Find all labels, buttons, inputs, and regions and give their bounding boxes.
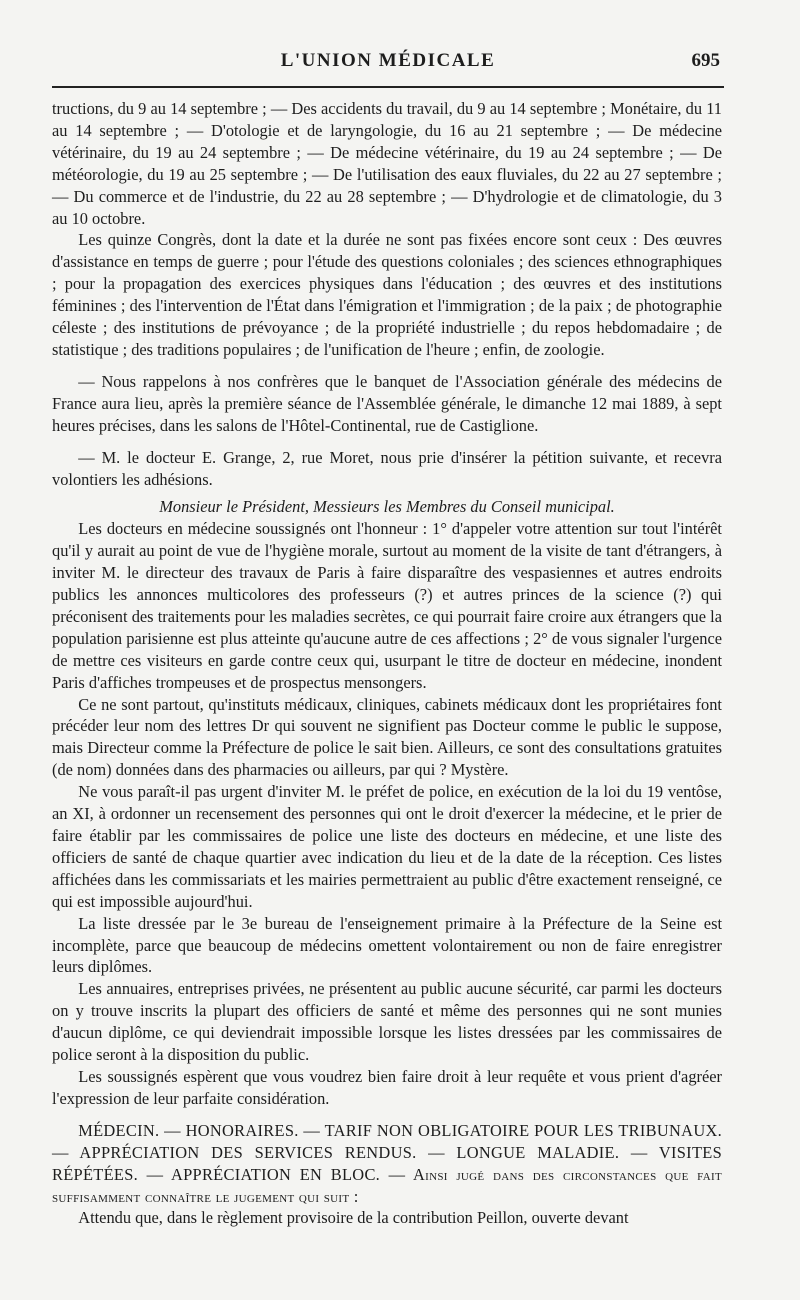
page-number: 695	[691, 50, 720, 71]
paragraph-petition-closing: Les soussignés espèrent que vous voudrez bien faire droit à leur requête et vous prient d'agréer l'expression de leur parfaite considération.	[52, 1066, 722, 1108]
paragraph-attendu: Attendu que, dans le règlement provisoire de la contribution Peillon, ouverte devant	[78, 1208, 629, 1228]
paragraph-congress-dates: tructions, du 9 au 14 septembre ; — Des accidents du travail, du 9 au 14 septembre ; Monétaire, du 11 au 14 septembre ; — D'otologie et de laryngologie, du 16 au 21 septembre ; — De médecine vétérinaire, du 19 au 24 septembre ; — De médecine vétérinaire, du 19 au 24 septembre ; — De météorologie, du 19 au 25 septembre ; — De l'utilisation des eaux fluviales, du 22 au 27 septembre ; — Du commerce et de l'industrie, du 22 au 28 septembre ; — D'hydrologie et de climatologie, du 3 au 10 octobre.	[52, 99, 722, 228]
paragraph-banquet: — Nous rappelons à nos confrères que le banquet de l'Association générale des médecins de France aura lieu, après la première séance de l'Assemblée générale, le dimanche 12 mai 1889, à sept heures précises, dans les salons de l'Hôtel-Continental, rue de Castiglione.	[52, 371, 722, 435]
paragraph-petition-1: Les docteurs en médecine soussignés ont l'honneur : 1° d'appeler votre attention sur tout l'intérêt qu'il y aurait au point de vue de l'hygiène morale, surtout au moment de la visite de tant d'étrangers, à inviter M. le directeur des travaux de Paris à faire disparaître des vespasiennes et autres endroits publics les annonces multicolores des professeurs (?) et autres princes de la science (?) qui préconisent des traitements pour les maladies secrètes, ce qui pourrait faire croire aux étrangers que la population parisienne est plus atteinte qu'aucune autre de ces affections ; 2° de vous signaler l'urgence de mettre ces visiteurs en garde contre ceux qui, usurpant le titre de docteur en médecine, inondent Paris d'affiches trompeuses et de prospectus mensongers.	[52, 519, 722, 692]
paragraph-fifteen-congresses: Les quinze Congrès, dont la date et la durée ne sont pas fixées encore sont ceux : Des œuvres d'assistance en temps de guerre ; pour l'étude des questions coloniales ; des sciences ethnographiques ; pour la propagation des exercices physiques dans l'éducation ; des œuvres et des institutions féminines ; des l'intervention de l'État dans l'émigration et l'immigration ; de la paix ; de photographie céleste ; des institutions de prévoyance ; de la propriété industrielle ; du repos hebdomadaire ; de statistique ; des traditions populaires ; de l'unification de l'heure ; enfin, de zoologie.	[52, 230, 722, 359]
paragraph-petition-3: Ne vous paraît-il pas urgent d'inviter M. le préfet de police, en exécution de la loi du 19 ventôse, an XI, à ordonner un recensement des personnes qui ont le droit d'exercer la médecine, et le prier de faire établir par les commissaires de police une liste des docteurs en médecine, et une liste des officiers de santé de chaque quartier avec indication du lieu et de la date de la réception. Ces listes affichées dans les commissariats et les mairies permettraient au public d'être exactement renseigné, ce qui est impossible aujourd'hui.	[52, 782, 722, 911]
paragraph-medecin-honoraires: MÉDECIN. — HONORAIRES. — TARIF NON OBLIGATOIRE POUR LES TRIBUNAUX. — APPRÉCIATION DES SERVICES RENDUS. — LONGUE MALADIE. — VISITES RÉPÉTÉES. — APPRÉCIATION EN BLOC. — Ainsi jugé dans des circonstances que fait suffisamment connaître le jugement qui suit :	[52, 1120, 722, 1206]
article-body	[52, 98, 722, 1229]
header-rule	[52, 86, 724, 88]
paragraph-grange-petition-intro: — M. le docteur E. Grange, 2, rue Moret, nous prie d'insérer la pétition suivante, et recevra volontiers les adhésions.	[52, 447, 722, 489]
petition-salutation: Monsieur le Président, Messieurs les Membres du Conseil municipal.	[159, 497, 615, 517]
journal-title: L'UNION MÉDICALE	[280, 50, 496, 71]
paragraph-petition-4: La liste dressée par le 3e bureau de l'enseignement primaire à la Préfecture de la Seine est incomplète, parce que beaucoup de médecins omettent volontairement ou non de faire enregistrer leurs diplômes.	[52, 913, 722, 977]
paragraph-petition-5: Les annuaires, entreprises privées, ne présentent au public aucune sécurité, car parmi les docteurs on y trouve inscrits la plupart des officiers de santé et même des personnes qui ne sont munies d'aucun diplôme, ce qui deviendrait impossible lorsque les listes dressées par les commissaires de police seront à la disposition du public.	[52, 979, 722, 1065]
paragraph-petition-2: Ce ne sont partout, qu'instituts médicaux, cliniques, cabinets médicaux dont les propriétaires font précéder leur nom des lettres Dr qui souvent ne signifient pas Docteur comme le public le suppose, mais Directeur comme la Préfecture de police le sait bien. Ailleurs, ce sont des consultations gratuites (de nom) données dans des pharmacies ou ailleurs, par qui ? Mystère.	[52, 694, 722, 780]
page-header	[52, 50, 724, 78]
